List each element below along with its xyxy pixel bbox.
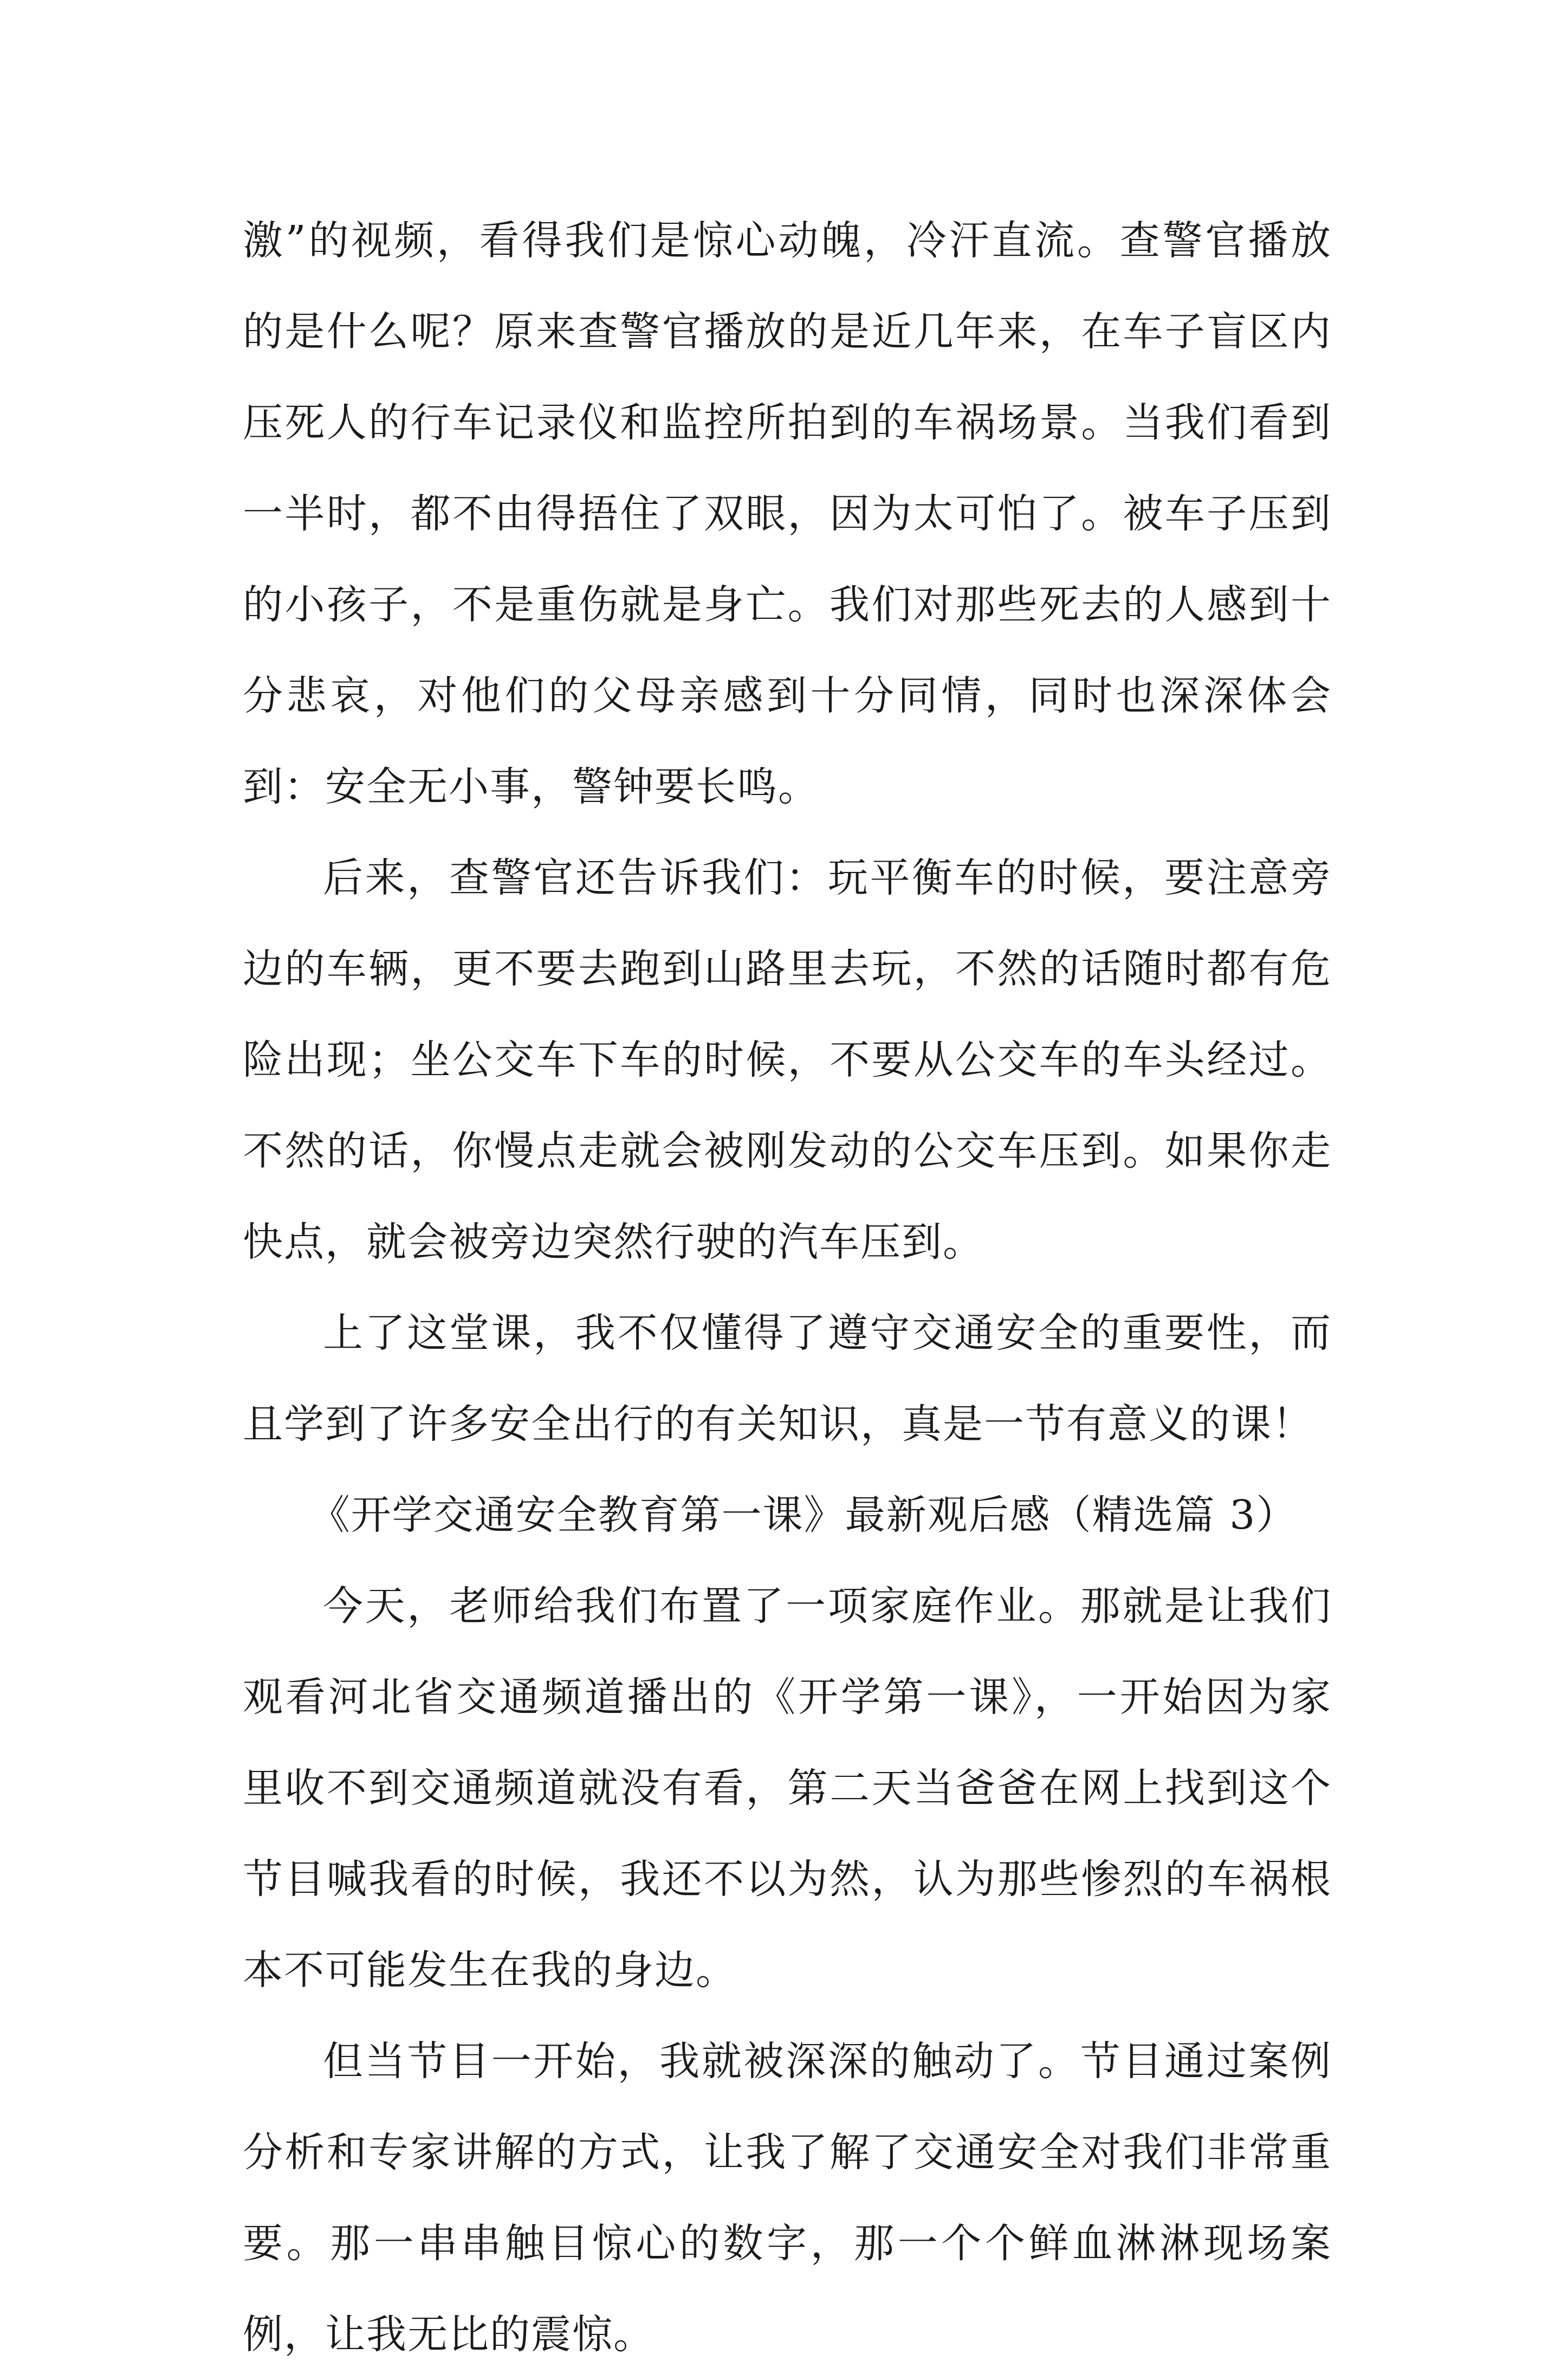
- paragraph-1: 激”的视频，看得我们是惊心动魄，冷汗直流。查警官播放的是什么呢？原来查警官播放的是近几年来，在车子盲区内压死人的行车记录仪和监控所拍到的车祸场景。当我们看到一半时，都不由得捂住了双眼，因为太可怕了。被车子压到的小孩子，不是重伤就是身亡。我们对那些死去的人感到十分悲哀，对他们的父母亲感到十分同情，同时也深深体会到：安全无小事，警钟要长鸣。: [243, 217, 1332, 810]
- paragraph-5: 但当节目一开始，我就被深深的触动了。节目通过案例分析和专家讲解的方式，让我了解了交通安全对我们非常重要。那一串串触目惊心的数字，那一个个鲜血淋淋现场案例，让我无比的震惊。: [243, 2038, 1332, 2358]
- paragraph-3: 上了这堂课，我不仅懂得了遵守交通安全的重要性，而且学到了许多安全出行的有关知识，真是一节有意义的课！: [243, 1310, 1332, 1447]
- paragraph-2: 后来，查警官还告诉我们：玩平衡车的时候，要注意旁边的车辆，更不要去跑到山路里去玩，不然的话随时都有危险出现；坐公交车下车的时候，不要从公交车的车头经过。不然的话，你慢点走就会被刚发动的公交车压到。如果你走快点，就会被旁边突然行驶的汽车压到。: [243, 855, 1332, 1265]
- paragraph-4: 今天，老师给我们布置了一项家庭作业。那就是让我们观看河北省交通频道播出的《开学第一课》，一开始因为家里收不到交通频道就没有看，第二天当爸爸在网上找到这个节目喊我看的时候，我还不以为然，认为那些惨烈的车祸根本不可能发生在我的身边。: [243, 1583, 1332, 1994]
- section-title: 《开学交通安全教育第一课》最新观后感（精选篇 3）: [309, 1492, 1298, 1538]
- document-body: [243, 195, 1332, 2380]
